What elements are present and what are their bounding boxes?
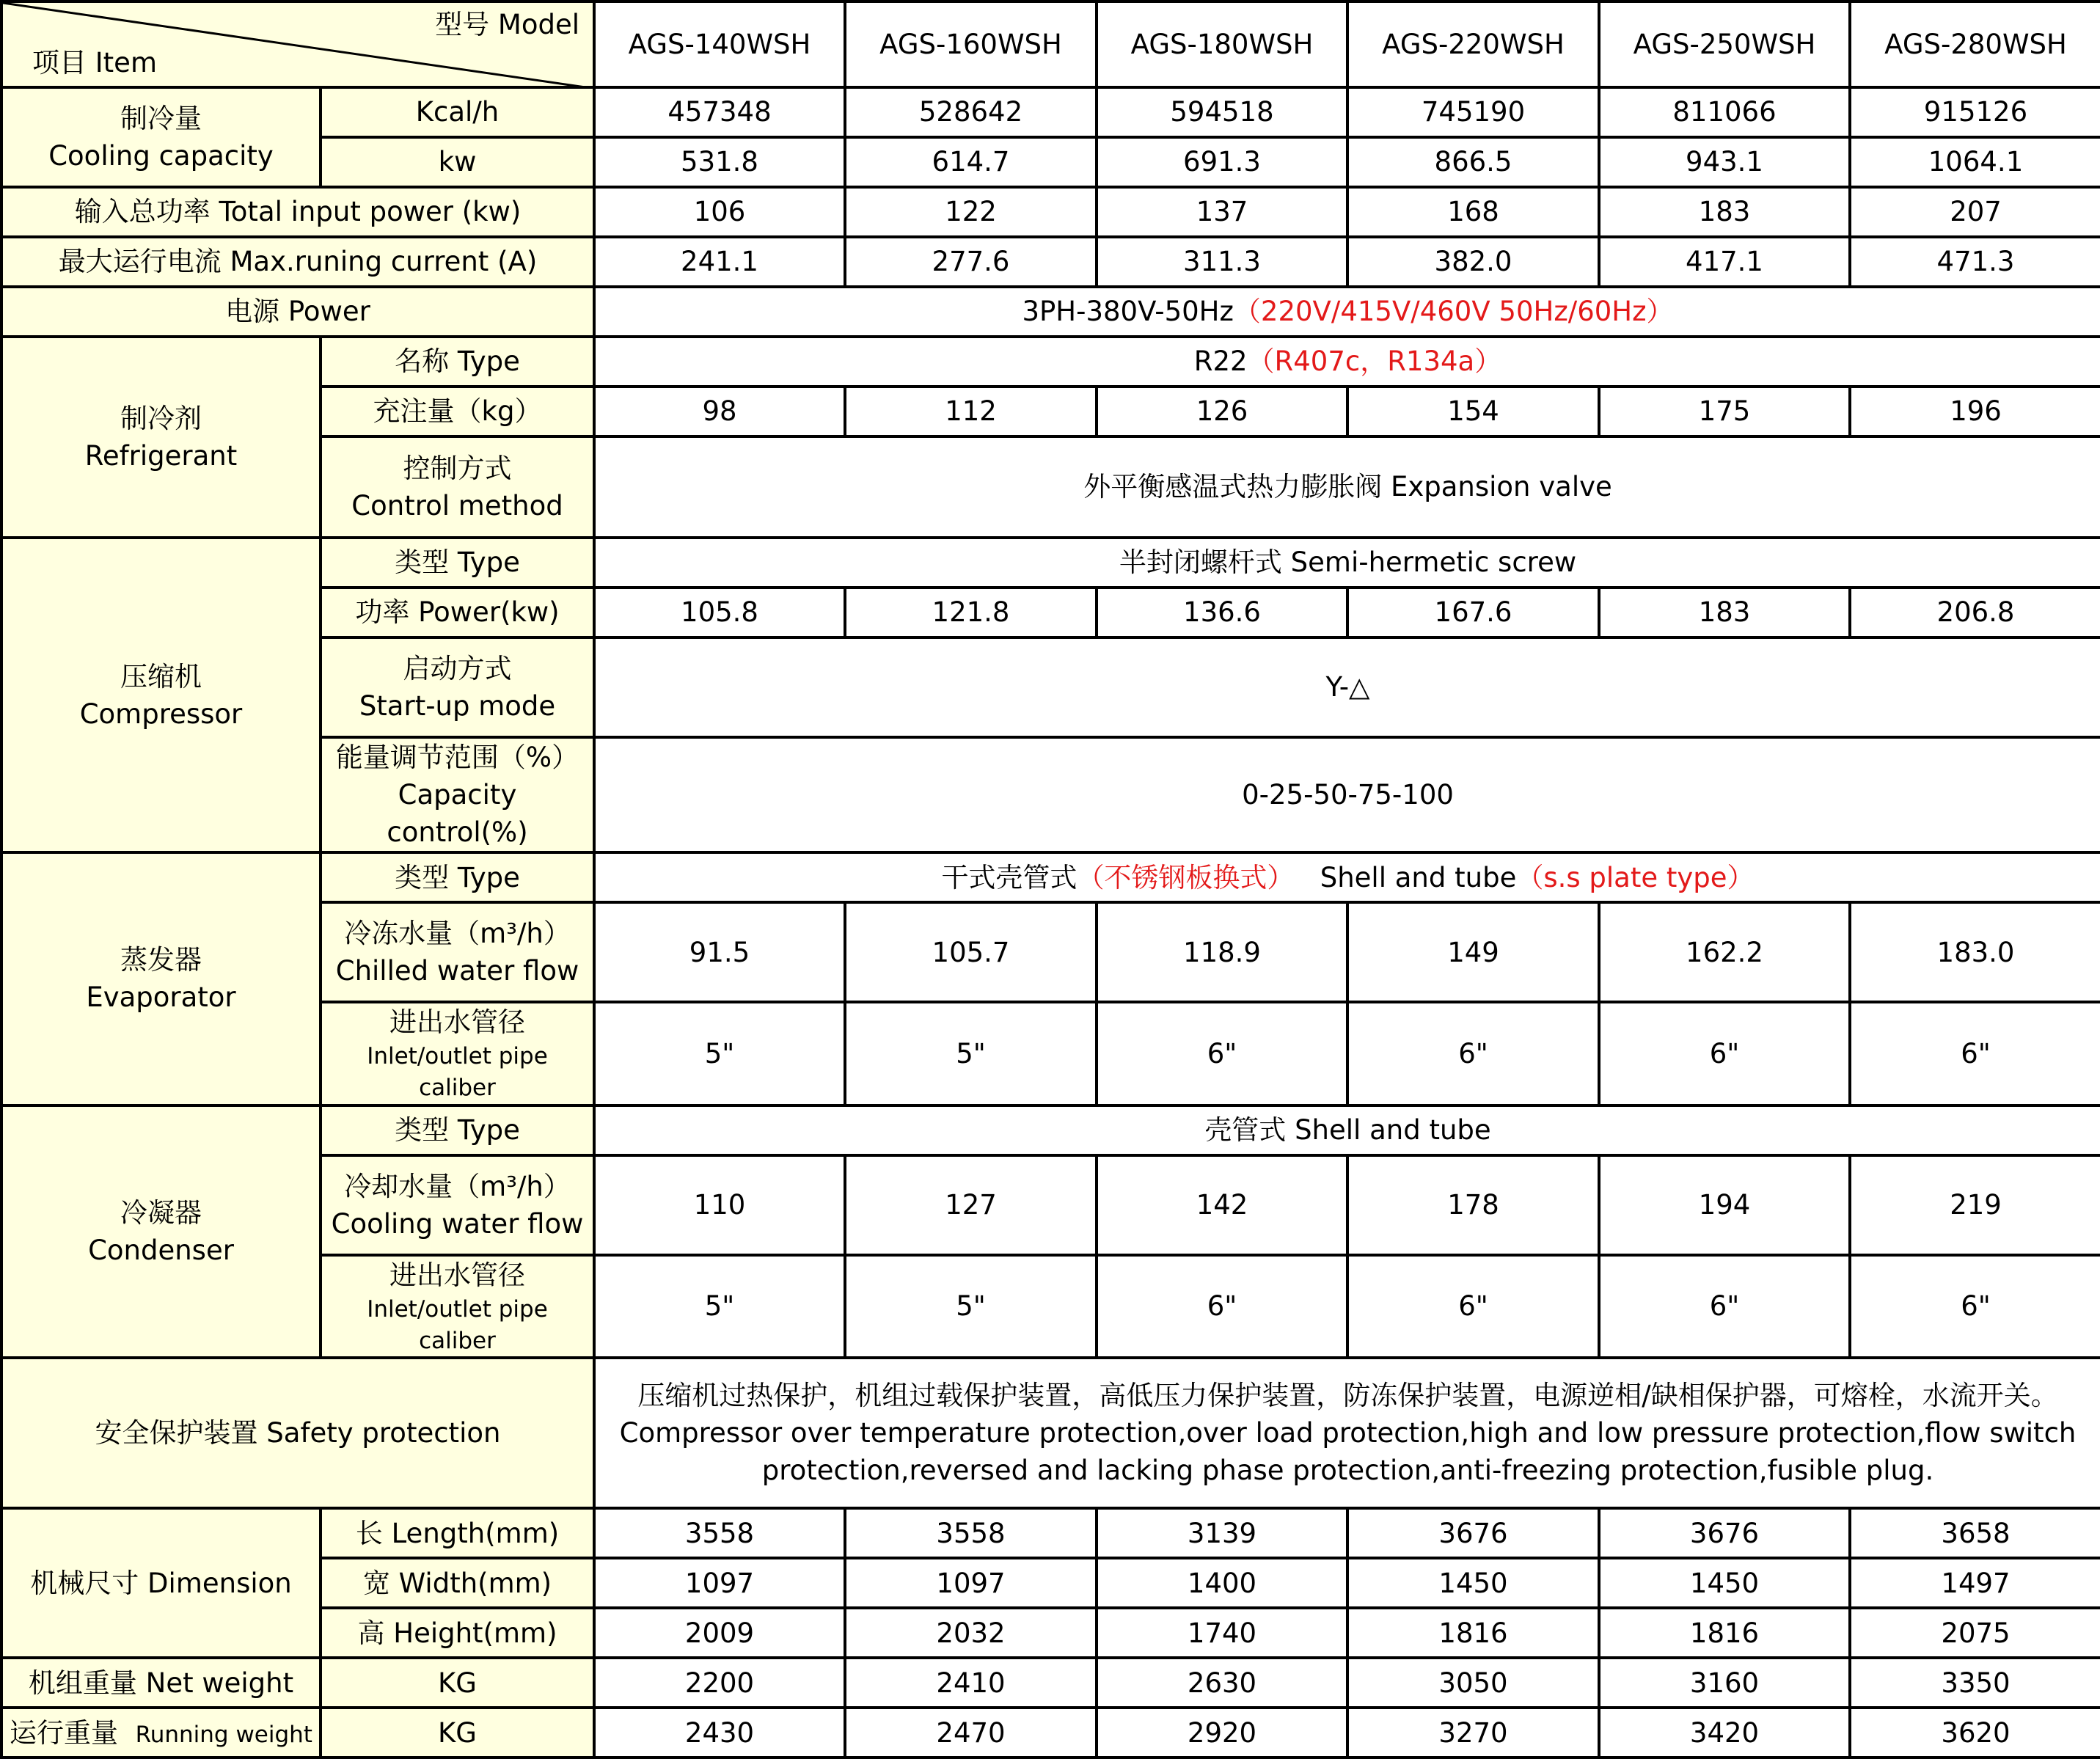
evaporator-pipe-value: 5" <box>594 1002 845 1105</box>
width-value: 1497 <box>1850 1558 2100 1608</box>
cooling-capacity-label: 制冷量 Cooling capacity <box>1 87 321 187</box>
chilled-water-flow-value: 91.5 <box>594 902 845 1002</box>
table-row <box>1 337 2100 387</box>
refrigerant-type-label: 名称 Type <box>321 337 594 387</box>
running-weight-label: 运行重量 Running weight <box>1 1708 321 1758</box>
table-row <box>1 1658 2100 1708</box>
safety-label: 安全保护装置 Safety protection <box>1 1358 594 1508</box>
width-value: 1400 <box>1097 1558 1347 1608</box>
width-value: 1450 <box>1599 1558 1850 1608</box>
condenser-pipe-value: 6" <box>1097 1255 1347 1358</box>
net-weight-value: 2630 <box>1097 1658 1347 1708</box>
cooling-kcal-value: 594518 <box>1097 87 1347 137</box>
refrigerant-charge-value: 196 <box>1850 387 2100 436</box>
kcal-unit: Kcal/h <box>321 87 594 137</box>
length-value: 3558 <box>845 1508 1097 1558</box>
running-weight-value: 2470 <box>845 1708 1097 1758</box>
condenser-pipe-label: 进出水管径 Inlet/outlet pipe caliber <box>321 1255 594 1358</box>
width-label: 宽 Width(mm) <box>321 1558 594 1608</box>
cooling-water-flow-value: 178 <box>1347 1155 1599 1255</box>
refrigerant-charge-value: 154 <box>1347 387 1599 436</box>
condenser-type-value: 壳管式 Shell and tube <box>594 1105 2100 1155</box>
input-power-value: 122 <box>845 187 1097 237</box>
chilled-water-flow-value: 162.2 <box>1599 902 1850 1002</box>
cooling-water-flow-label: 冷却水量（m³/h） Cooling water flow <box>321 1155 594 1255</box>
max-current-value: 382.0 <box>1347 237 1599 287</box>
start-mode-value: Y-△ <box>594 637 2100 737</box>
refrigerant-charge-label: 充注量（kg） <box>321 387 594 436</box>
length-value: 3676 <box>1347 1508 1599 1558</box>
width-value: 1097 <box>845 1558 1097 1608</box>
cooling-kcal-value: 915126 <box>1850 87 2100 137</box>
table-row <box>1 1358 2100 1508</box>
cooling-kw-value: 691.3 <box>1097 137 1347 187</box>
table-row <box>1 1508 2100 1558</box>
power-supply-label: 电源 Power <box>1 287 594 337</box>
condenser-pipe-value: 6" <box>1347 1255 1599 1358</box>
table-row <box>1 538 2100 588</box>
max-current-value: 311.3 <box>1097 237 1347 287</box>
input-power-value: 106 <box>594 187 845 237</box>
cooling-kw-value: 531.8 <box>594 137 845 187</box>
chilled-water-flow-value: 183.0 <box>1850 902 2100 1002</box>
model-name: AGS-250WSH <box>1599 1 1850 87</box>
control-method-value: 外平衡感温式热力膨胀阀 Expansion valve <box>594 436 2100 538</box>
compressor-power-value: 105.8 <box>594 588 845 637</box>
length-value: 3658 <box>1850 1508 2100 1558</box>
net-weight-value: 3350 <box>1850 1658 2100 1708</box>
input-power-value: 207 <box>1850 187 2100 237</box>
evaporator-pipe-value: 5" <box>845 1002 1097 1105</box>
running-weight-value: 3420 <box>1599 1708 1850 1758</box>
power-supply-alt: （220V/415V/460V 50Hz/60Hz） <box>1233 296 1674 328</box>
compressor-type-value: 半封闭螺杆式 Semi-hermetic screw <box>594 538 2100 588</box>
table-row <box>1 1105 2100 1155</box>
cooling-kw-value: 1064.1 <box>1850 137 2100 187</box>
compressor-power-value: 206.8 <box>1850 588 2100 637</box>
cooling-kw-value: 614.7 <box>845 137 1097 187</box>
cooling-water-flow-value: 194 <box>1599 1155 1850 1255</box>
input-power-value: 183 <box>1599 187 1850 237</box>
evaporator-type-value: 干式壳管式（不锈钢板换式） Shell and tube（s.s plate type） <box>594 852 2100 902</box>
net-weight-value: 3160 <box>1599 1658 1850 1708</box>
length-value: 3139 <box>1097 1508 1347 1558</box>
height-value: 1816 <box>1599 1608 1850 1658</box>
chilled-water-flow-value: 105.7 <box>845 902 1097 1002</box>
compressor-power-value: 121.8 <box>845 588 1097 637</box>
start-mode-label: 启动方式 Start-up mode <box>321 637 594 737</box>
safety-value: 压缩机过热保护，机组过载保护装置，高低压力保护装置，防冻保护装置，电源逆相/缺相保护器，可熔栓，水流开关。 Compressor over temperature protection,over load protection,high and low pressure protection,flow switch protection,reversed and lacking phase protection,anti-freezing protection,fusible plug. <box>594 1358 2100 1508</box>
table-row <box>1 1708 2100 1758</box>
condenser-pipe-value: 6" <box>1599 1255 1850 1358</box>
refrigerant-label: 制冷剂 Refrigerant <box>1 337 321 538</box>
model-name: AGS-160WSH <box>845 1 1097 87</box>
width-value: 1097 <box>594 1558 845 1608</box>
evaporator-pipe-value: 6" <box>1850 1002 2100 1105</box>
cooling-water-flow-value: 110 <box>594 1155 845 1255</box>
height-value: 1740 <box>1097 1608 1347 1658</box>
table-row <box>1 237 2100 287</box>
model-name: AGS-220WSH <box>1347 1 1599 87</box>
model-name: AGS-280WSH <box>1850 1 2100 87</box>
max-current-value: 277.6 <box>845 237 1097 287</box>
net-weight-value: 2410 <box>845 1658 1097 1708</box>
condenser-type-label: 类型 Type <box>321 1105 594 1155</box>
length-label: 长 Length(mm) <box>321 1508 594 1558</box>
table-row <box>1 87 2100 137</box>
refrigerant-charge-value: 126 <box>1097 387 1347 436</box>
height-value: 2009 <box>594 1608 845 1658</box>
running-weight-unit: KG <box>321 1708 594 1758</box>
running-weight-value: 3620 <box>1850 1708 2100 1758</box>
table-row <box>1 287 2100 337</box>
condenser-pipe-value: 5" <box>594 1255 845 1358</box>
item-header-label: 项目 Item <box>32 46 157 78</box>
running-weight-value: 3270 <box>1347 1708 1599 1758</box>
chilled-water-flow-value: 149 <box>1347 902 1599 1002</box>
height-value: 2075 <box>1850 1608 2100 1658</box>
compressor-type-label: 类型 Type <box>321 538 594 588</box>
evaporator-pipe-value: 6" <box>1347 1002 1599 1105</box>
cooling-kw-value: 866.5 <box>1347 137 1599 187</box>
refrigerant-charge-value: 175 <box>1599 387 1850 436</box>
input-power-label: 输入总功率 Total input power (kw) <box>1 187 594 237</box>
table-row <box>1 852 2100 902</box>
height-label: 高 Height(mm) <box>321 1608 594 1658</box>
refrigerant-alt: （R407c，R134a） <box>1247 345 1502 378</box>
control-method-label: 控制方式 Control method <box>321 436 594 538</box>
compressor-power-value: 136.6 <box>1097 588 1347 637</box>
refrigerant-charge-value: 98 <box>594 387 845 436</box>
header-diagonal-cell <box>1 1 594 87</box>
compressor-power-value: 167.6 <box>1347 588 1599 637</box>
cooling-water-flow-value: 127 <box>845 1155 1097 1255</box>
capacity-control-value: 0-25-50-75-100 <box>594 737 2100 852</box>
model-name: AGS-180WSH <box>1097 1 1347 87</box>
cooling-kcal-value: 745190 <box>1347 87 1599 137</box>
cooling-water-flow-value: 142 <box>1097 1155 1347 1255</box>
compressor-label: 压缩机 Compressor <box>1 538 321 852</box>
net-weight-value: 3050 <box>1347 1658 1599 1708</box>
max-current-value: 417.1 <box>1599 237 1850 287</box>
max-current-label: 最大运行电流 Max.runing current (A) <box>1 237 594 287</box>
input-power-value: 168 <box>1347 187 1599 237</box>
evaporator-pipe-label: 进出水管径 Inlet/outlet pipe caliber <box>321 1002 594 1105</box>
power-supply-value: 3PH-380V-50Hz（220V/415V/460V 50Hz/60Hz） <box>594 287 2100 337</box>
width-value: 1450 <box>1347 1558 1599 1608</box>
model-header-label: 型号 Model <box>435 9 579 40</box>
evaporator-type-label: 类型 Type <box>321 852 594 902</box>
evaporator-pipe-value: 6" <box>1097 1002 1347 1105</box>
chilled-water-flow-value: 118.9 <box>1097 902 1347 1002</box>
input-power-value: 137 <box>1097 187 1347 237</box>
cooling-kcal-value: 457348 <box>594 87 845 137</box>
compressor-power-value: 183 <box>1599 588 1850 637</box>
header-row <box>1 1 2100 87</box>
cooling-kcal-value: 811066 <box>1599 87 1850 137</box>
length-value: 3558 <box>594 1508 845 1558</box>
condenser-pipe-value: 5" <box>845 1255 1097 1358</box>
net-weight-value: 2200 <box>594 1658 845 1708</box>
chilled-water-flow-label: 冷冻水量（m³/h） Chilled water flow <box>321 902 594 1002</box>
cooling-kw-value: 943.1 <box>1599 137 1850 187</box>
max-current-value: 471.3 <box>1850 237 2100 287</box>
height-value: 1816 <box>1347 1608 1599 1658</box>
capacity-control-label: 能量调节范围（%） Capacity control(%) <box>321 737 594 852</box>
max-current-value: 241.1 <box>594 237 845 287</box>
height-value: 2032 <box>845 1608 1097 1658</box>
condenser-label: 冷凝器 Condenser <box>1 1105 321 1358</box>
refrigerant-type-value: R22（R407c，R134a） <box>594 337 2100 387</box>
evaporator-pipe-value: 6" <box>1599 1002 1850 1105</box>
dimension-label: 机械尺寸 Dimension <box>1 1508 321 1658</box>
running-weight-value: 2430 <box>594 1708 845 1758</box>
length-value: 3676 <box>1599 1508 1850 1558</box>
evaporator-label: 蒸发器 Evaporator <box>1 852 321 1105</box>
condenser-pipe-value: 6" <box>1850 1255 2100 1358</box>
net-weight-label: 机组重量 Net weight <box>1 1658 321 1708</box>
running-weight-value: 2920 <box>1097 1708 1347 1758</box>
kw-unit: kw <box>321 137 594 187</box>
refrigerant-charge-value: 112 <box>845 387 1097 436</box>
table-row <box>1 187 2100 237</box>
compressor-power-label: 功率 Power(kw) <box>321 588 594 637</box>
net-weight-unit: KG <box>321 1658 594 1708</box>
cooling-kcal-value: 528642 <box>845 87 1097 137</box>
cooling-water-flow-value: 219 <box>1850 1155 2100 1255</box>
model-name: AGS-140WSH <box>594 1 845 87</box>
